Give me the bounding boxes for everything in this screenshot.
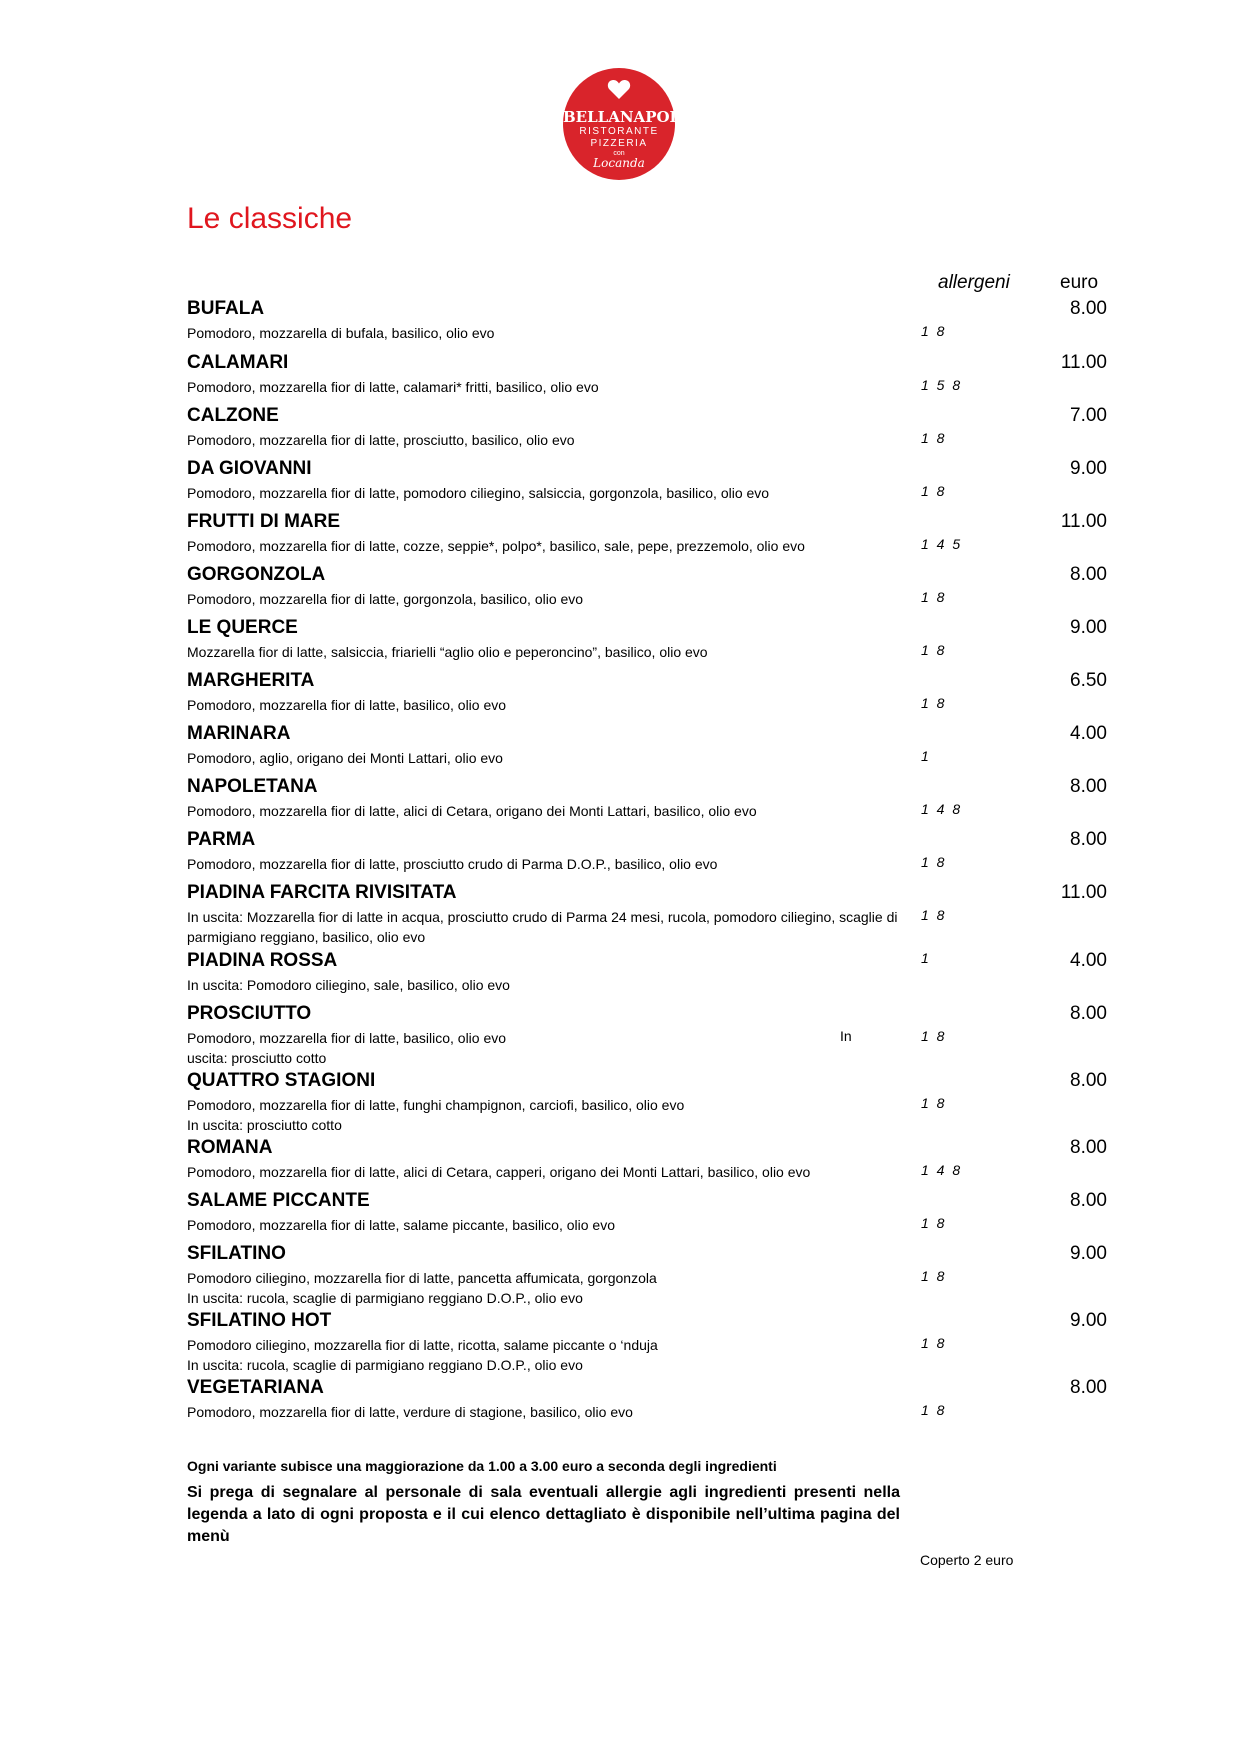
item-price: 8.00 bbox=[1070, 1070, 1107, 1091]
item-allergens: 1 8 bbox=[921, 1028, 947, 1044]
item-name: NAPOLETANA bbox=[187, 776, 318, 797]
heart-icon bbox=[607, 78, 631, 100]
column-header-euro: euro bbox=[1060, 272, 1099, 293]
item-description: Pomodoro, mozzarella di bufala, basilico, olio evo bbox=[187, 325, 495, 341]
item-price: 8.00 bbox=[1070, 564, 1107, 585]
logo-line-locanda: Locanda bbox=[593, 156, 645, 170]
item-allergens: 1 8 bbox=[921, 1402, 947, 1418]
item-name: MARINARA bbox=[187, 723, 291, 744]
item-name: SFILATINO HOT bbox=[187, 1310, 332, 1331]
item-name: SALAME PICCANTE bbox=[187, 1190, 370, 1211]
item-price: 8.00 bbox=[1070, 1190, 1107, 1211]
item-allergens: 1 8 bbox=[921, 1095, 947, 1111]
item-allergens: 1 bbox=[921, 748, 931, 764]
item-description: Pomodoro, aglio, origano dei Monti Lattari, olio evo bbox=[187, 750, 503, 766]
item-name: CALAMARI bbox=[187, 352, 289, 373]
item-name: VEGETARIANA bbox=[187, 1377, 324, 1398]
item-description: Pomodoro, mozzarella fior di latte, funghi champignon, carciofi, basilico, olio evo bbox=[187, 1097, 685, 1113]
item-description-extra: In uscita: rucola, scaglie di parmigiano reggiano D.O.P., olio evo bbox=[187, 1357, 583, 1373]
item-price: 9.00 bbox=[1070, 458, 1107, 479]
item-allergens: 1 8 bbox=[921, 1335, 947, 1351]
item-price: 9.00 bbox=[1070, 1243, 1107, 1264]
item-name: FRUTTI DI MARE bbox=[187, 511, 341, 532]
item-price: 8.00 bbox=[1070, 1137, 1107, 1158]
variant-note: Ogni variante subisce una maggiorazione da 1.00 a 3.00 euro a seconda degli ingredienti bbox=[187, 1458, 777, 1474]
logo-line-ristorante: RISTORANTE bbox=[579, 126, 659, 137]
item-description: Pomodoro, mozzarella fior di latte, calamari* fritti, basilico, olio evo bbox=[187, 379, 599, 395]
item-description: Pomodoro, mozzarella fior di latte, salame piccante, basilico, olio evo bbox=[187, 1217, 615, 1233]
logo-line-pizzeria: PIZZERIA bbox=[590, 138, 648, 149]
item-allergens: 1 4 5 bbox=[921, 536, 963, 552]
item-price: 8.00 bbox=[1070, 298, 1107, 319]
item-description: In uscita: Mozzarella fior di latte in acqua, prosciutto crudo di Parma 24 mesi, rucola, pomodoro ciliegino, scaglie di parmigiano reggiano, basilico, olio evo bbox=[187, 909, 898, 945]
item-price: 8.00 bbox=[1070, 1377, 1107, 1398]
item-description: Pomodoro ciliegino, mozzarella fior di latte, pancetta affumicata, gorgonzola bbox=[187, 1270, 657, 1286]
item-name: QUATTRO STAGIONI bbox=[187, 1070, 376, 1091]
column-header-allergeni: allergeni bbox=[938, 272, 1010, 293]
item-description: Pomodoro, mozzarella fior di latte, pomodoro ciliegino, salsiccia, gorgonzola, basilico, olio evo bbox=[187, 485, 770, 501]
item-price: 11.00 bbox=[1060, 352, 1107, 373]
item-allergens: 1 bbox=[921, 950, 931, 966]
item-description: In uscita: Pomodoro ciliegino, sale, basilico, olio evo bbox=[187, 977, 510, 993]
item-allergens: 1 4 8 bbox=[921, 1162, 963, 1178]
item-name: CALZONE bbox=[187, 405, 279, 426]
item-price: 9.00 bbox=[1070, 617, 1107, 638]
item-description: Pomodoro, mozzarella fior di latte, alici di Cetara, origano dei Monti Lattari, basilico, olio evo bbox=[187, 803, 757, 819]
item-price: 8.00 bbox=[1070, 829, 1107, 850]
item-allergens: 1 8 bbox=[921, 323, 947, 339]
item-price: 4.00 bbox=[1070, 723, 1107, 744]
item-name: PROSCIUTTO bbox=[187, 1003, 312, 1024]
cover-charge: Coperto 2 euro bbox=[920, 1552, 1014, 1568]
item-description: Pomodoro, mozzarella fior di latte, gorgonzola, basilico, olio evo bbox=[187, 591, 584, 607]
item-name: MARGHERITA bbox=[187, 670, 315, 691]
item-allergens: 1 8 bbox=[921, 695, 947, 711]
item-name: BUFALA bbox=[187, 298, 265, 319]
item-description: Mozzarella fior di latte, salsiccia, friarielli “aglio olio e peperoncino”, basilico, olio evo bbox=[187, 644, 708, 660]
item-price: 4.00 bbox=[1070, 950, 1107, 971]
allergy-warning: Si prega di segnalare al personale di sala eventuali allergie agli ingredienti presenti nella legenda a lato di ogni proposta e il cui elenco dettagliato è disponibile nell’ultima pagina del menù bbox=[187, 1484, 900, 1545]
item-name: PIADINA ROSSA bbox=[187, 950, 338, 971]
item-name: GORGONZOLA bbox=[187, 564, 326, 585]
item-allergens: 1 4 8 bbox=[921, 801, 963, 817]
item-allergens: 1 8 bbox=[921, 642, 947, 658]
item-price: 8.00 bbox=[1070, 1003, 1107, 1024]
item-allergens: 1 8 bbox=[921, 430, 947, 446]
item-name: DA GIOVANNI bbox=[187, 458, 312, 479]
item-description: Pomodoro, mozzarella fior di latte, basilico, olio evo bbox=[187, 1030, 507, 1046]
item-description: Pomodoro, mozzarella fior di latte, cozze, seppie*, polpo*, basilico, sale, pepe, prezzemolo, olio evo bbox=[187, 538, 805, 554]
item-allergens: 1 8 bbox=[921, 907, 947, 923]
item-price: 9.00 bbox=[1070, 1310, 1107, 1331]
logo-line-con: con bbox=[613, 150, 625, 157]
item-allergens: 1 8 bbox=[921, 483, 947, 499]
item-name: ROMANA bbox=[187, 1137, 273, 1158]
item-description-extra: uscita: prosciutto cotto bbox=[187, 1050, 327, 1066]
item-description: Pomodoro, mozzarella fior di latte, alici di Cetara, capperi, origano dei Monti Lattari, basilico, olio evo bbox=[187, 1164, 811, 1180]
item-allergens: 1 5 8 bbox=[921, 377, 963, 393]
item-price: 7.00 bbox=[1070, 405, 1107, 426]
page-title: Le classiche bbox=[187, 202, 353, 235]
restaurant-logo bbox=[563, 68, 688, 180]
item-description: Pomodoro, mozzarella fior di latte, prosciutto crudo di Parma D.O.P., basilico, olio evo bbox=[187, 856, 718, 872]
item-price: 8.00 bbox=[1070, 776, 1107, 797]
item-description: Pomodoro ciliegino, mozzarella fior di latte, ricotta, salame piccante o ‘nduja bbox=[187, 1337, 658, 1353]
item-name: SFILATINO bbox=[187, 1243, 286, 1264]
item-name: LE QUERCE bbox=[187, 617, 298, 638]
item-description: Pomodoro, mozzarella fior di latte, prosciutto, basilico, olio evo bbox=[187, 432, 575, 448]
item-description-extra: In uscita: rucola, scaglie di parmigiano reggiano D.O.P., olio evo bbox=[187, 1290, 583, 1306]
item-name: PIADINA FARCITA RIVISITATA bbox=[187, 882, 457, 903]
logo-brand: BELLANAPOLI bbox=[563, 108, 688, 126]
item-price: 11.00 bbox=[1060, 511, 1107, 532]
item-allergens: 1 8 bbox=[921, 1215, 947, 1231]
item-description-extra: In uscita: prosciutto cotto bbox=[187, 1117, 342, 1133]
item-name: PARMA bbox=[187, 829, 256, 850]
item-allergens: 1 8 bbox=[921, 589, 947, 605]
item-description: Pomodoro, mozzarella fior di latte, basilico, olio evo bbox=[187, 697, 507, 713]
item-allergens: 1 8 bbox=[921, 854, 947, 870]
item-description-in: In bbox=[840, 1028, 852, 1044]
item-description: Pomodoro, mozzarella fior di latte, verdure di stagione, basilico, olio evo bbox=[187, 1404, 633, 1420]
item-price: 6.50 bbox=[1070, 670, 1107, 691]
item-allergens: 1 8 bbox=[921, 1268, 947, 1284]
item-price: 11.00 bbox=[1060, 882, 1107, 903]
